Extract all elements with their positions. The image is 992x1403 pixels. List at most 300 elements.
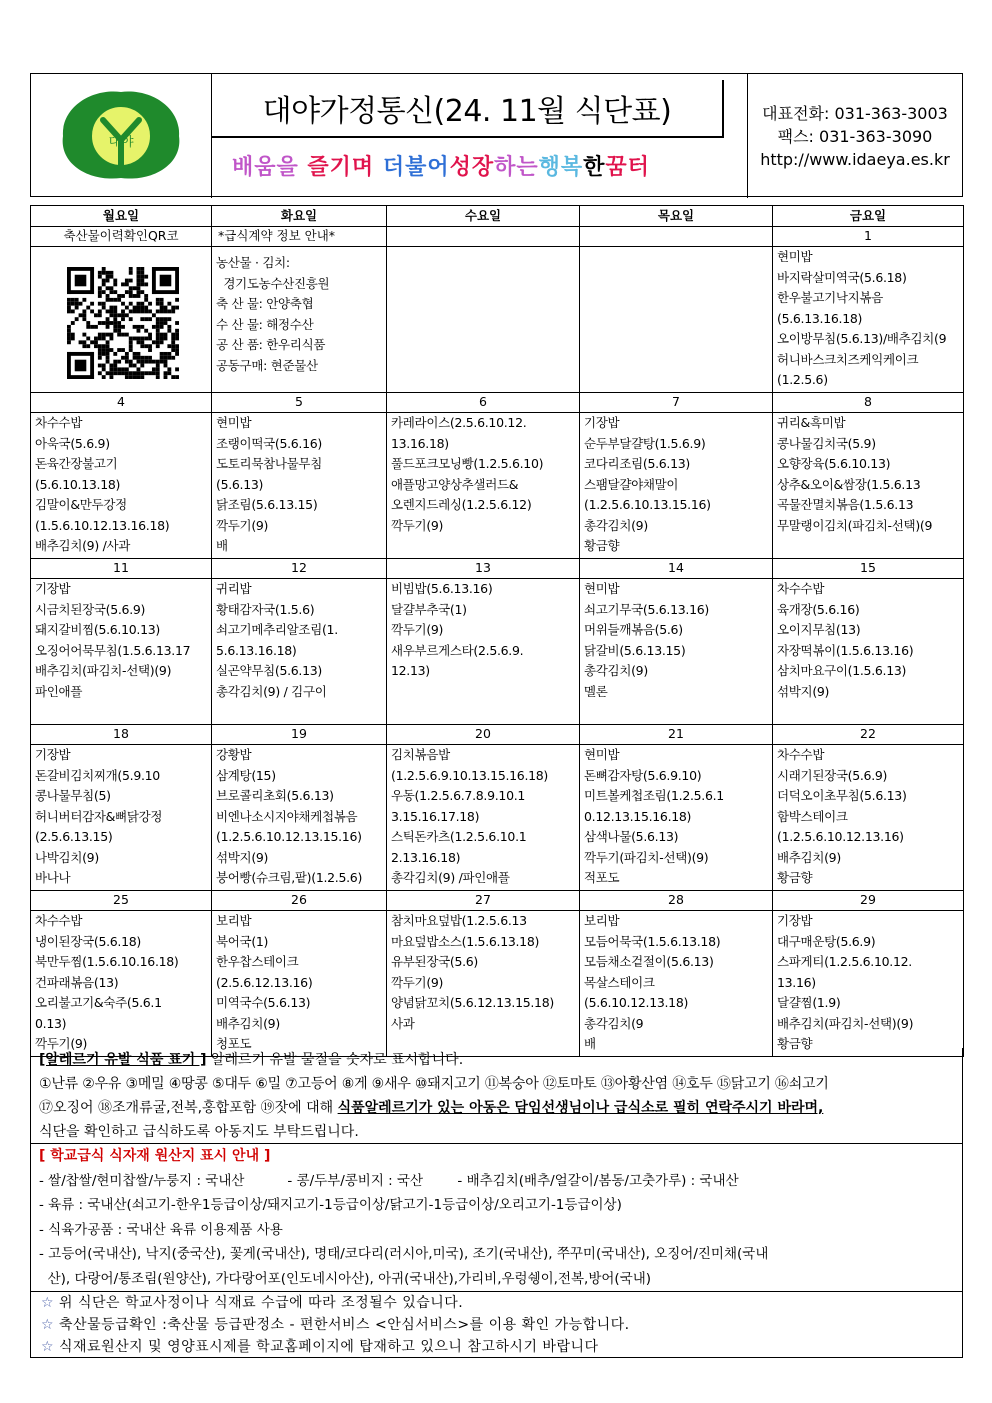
qr-module <box>171 340 175 344</box>
allergy-notice <box>31 1048 962 1144</box>
contact-info <box>748 74 962 198</box>
qr-module <box>98 286 102 290</box>
qr-module <box>137 267 141 271</box>
qr-module <box>102 348 106 352</box>
logo-cell <box>31 74 212 198</box>
qr-module <box>121 325 125 329</box>
qr-module <box>79 313 83 317</box>
qr-module <box>117 313 121 317</box>
school-logo-icon <box>31 74 212 198</box>
qr-module <box>137 367 141 371</box>
qr-module <box>102 344 106 348</box>
menu-line: 총각김치(9) / 김구이 <box>216 683 327 699</box>
menu-line: 파인애플 <box>35 683 83 699</box>
menu-line: 브로콜리초회(5.6.13) <box>216 788 334 803</box>
menu-line: 카레라이스(2.5.6.10.12. <box>391 415 527 430</box>
week0-menu-row <box>31 247 964 393</box>
menu-line: 자장떡볶이(1.5.6.13.16) <box>777 642 914 658</box>
menu-line: (2.5.6.12.13.16) <box>216 974 313 990</box>
menu-line: 스팸달걀야채말이 <box>584 476 679 492</box>
qr-module <box>152 367 156 371</box>
qr-module <box>144 360 148 364</box>
qr-module <box>106 333 110 337</box>
menu-line: 실곤약무침(5.6.13) <box>216 663 322 678</box>
star-icon: ☆ <box>41 1339 55 1355</box>
qr-module <box>148 344 152 348</box>
qr-module <box>75 306 79 310</box>
qr-module <box>144 309 148 313</box>
qr-module <box>137 360 141 364</box>
menu-line: 황금향 <box>777 1036 813 1051</box>
qr-module <box>125 290 129 294</box>
menu-line: 오렌지드레싱(1.2.5.6.12) <box>391 497 532 512</box>
qr-module <box>106 275 110 279</box>
date-number: 26 <box>212 891 387 911</box>
menu-cell-nov-26 <box>212 911 387 1057</box>
qr-module <box>98 313 102 317</box>
qr-module <box>148 371 152 375</box>
qr-module <box>167 344 171 348</box>
qr-module <box>82 309 86 313</box>
qr-module <box>86 306 90 310</box>
menu-line: 5.6.13.16.18) <box>216 642 297 658</box>
menu-line: 기장밥 <box>777 913 813 928</box>
menu-line: 곡물잔멸치볶음(1.5.6.13 <box>777 497 914 512</box>
qr-module <box>171 337 175 341</box>
menu-line: (2.5.6.13.15) <box>35 829 113 844</box>
qr-module <box>160 340 164 344</box>
qr-module <box>129 290 133 294</box>
qr-module <box>113 313 117 317</box>
qr-module <box>113 306 117 310</box>
qr-module <box>156 337 160 341</box>
menu-line: 모듬채소겉절이(5.6.13) <box>584 954 714 969</box>
menu-line: 적포도 <box>584 870 620 885</box>
qr-module <box>109 321 113 325</box>
qr-module <box>175 352 179 356</box>
menu-line: (5.6.10.13.18) <box>35 476 121 492</box>
title-cell <box>212 74 748 198</box>
qr-module <box>125 356 129 360</box>
menu-line: 섞박지(9) <box>216 849 269 865</box>
menu-line: 배 <box>584 1036 596 1051</box>
qr-module <box>140 275 144 279</box>
qr-module <box>67 329 71 333</box>
qr-module <box>144 282 148 286</box>
qr-module <box>113 290 117 294</box>
qr-module <box>121 302 125 306</box>
qr-module <box>125 279 129 283</box>
qr-module <box>129 302 133 306</box>
qr-module <box>113 321 117 325</box>
qr-module <box>171 309 175 313</box>
menu-line: (1.5.6.10.12.13.16.18) <box>35 517 170 533</box>
qr-module <box>137 329 141 333</box>
date-number: 15 <box>773 559 964 579</box>
qr-module <box>160 309 164 313</box>
qr-module <box>167 367 171 371</box>
qr-module <box>113 298 117 302</box>
date-number: 20 <box>387 725 580 745</box>
qr-module <box>152 340 156 344</box>
menu-cell-nov-29 <box>773 911 964 1057</box>
date-number: 11 <box>31 559 212 579</box>
qr-module <box>156 321 160 325</box>
qr-module <box>133 375 137 379</box>
qr-module <box>133 294 137 298</box>
menu-cell-nov-20 <box>387 745 580 891</box>
menu-line: 삼계탕(15) <box>216 767 276 783</box>
qr-module <box>113 282 117 286</box>
menu-line: 배추김치(9) <box>777 849 841 865</box>
qr-module <box>75 302 79 306</box>
qr-module <box>129 271 133 275</box>
allergy-warning: 식품알레르기가 있는 아동은 담임선생님이나 급식소로 필히 연락주시기 바라며, <box>337 1100 824 1116</box>
qr-module <box>113 364 117 368</box>
date-number: 8 <box>773 393 964 413</box>
qr-module <box>67 375 94 379</box>
qr-module <box>106 271 110 275</box>
menu-line: 축 산 물: 안양축협 <box>216 296 314 311</box>
qr-module <box>113 329 117 333</box>
qr-module <box>140 271 144 275</box>
qr-module <box>113 367 117 371</box>
menu-line: 쇠고기무국(5.6.13.16) <box>584 601 709 617</box>
week0-fri-num: 1 <box>773 227 964 247</box>
qr-module <box>109 290 113 294</box>
menu-line: 허니버터감자&뼈닭강정 <box>35 808 163 824</box>
menu-line: 냉이된장국(5.6.18) <box>35 933 141 949</box>
menu-line: (5.6.10.12.13.18) <box>584 995 689 1010</box>
qr-module <box>109 364 113 368</box>
qr-module <box>106 340 110 344</box>
menu-line: (5.6.13.16.18) <box>777 310 863 326</box>
menu-line: 13.16.18) <box>391 435 449 451</box>
qr-module <box>94 313 98 317</box>
qr-module <box>113 325 117 329</box>
menu-line: 현미밥 <box>584 581 620 596</box>
qr-module <box>156 325 160 329</box>
menu-line: 기장밥 <box>35 581 71 596</box>
qr-module <box>98 275 102 279</box>
qr-module <box>67 340 71 344</box>
qr-module <box>67 352 94 356</box>
qr-module <box>117 371 121 375</box>
qr-module <box>164 360 168 364</box>
qr-module <box>90 325 94 329</box>
qr-module <box>82 340 86 344</box>
menu-cell-nov-27 <box>387 911 580 1057</box>
qr-module <box>82 313 86 317</box>
qr-module <box>133 325 137 329</box>
menu-line: 한우불고기낙지볶음 <box>777 290 883 305</box>
date-number: 12 <box>212 559 387 579</box>
menu-line: 건파래볶음(13) <box>35 974 119 990</box>
qr-module <box>156 375 160 379</box>
qr-module <box>106 279 110 283</box>
weekday-thu: 목요일 <box>580 206 773 227</box>
menu-line: 공 산 품: 한우리식품 <box>216 337 326 352</box>
qr-module <box>137 286 141 290</box>
qr-module <box>117 348 121 352</box>
qr-module <box>167 309 171 313</box>
menu-line: 모듬어묵국(1.5.6.13.18) <box>584 933 721 949</box>
qr-module <box>121 333 125 337</box>
menu-line: 나박김치(9) <box>35 849 99 865</box>
allergy-list-1: ①난류 ②우유 ③메밀 ④땅콩 ⑤대두 ⑥밀 ⑦고등어 ⑧게 ⑨새우 ⑩돼지고기 ⑪복숭아 ⑫토마토 ⑬아황산염 ⑭호두 ⑮닭고기 ⑯쇠고기 <box>39 1076 829 1092</box>
qr-label: 축산물이력확인QR코 <box>31 227 212 247</box>
weekday-fri: 금요일 <box>773 206 964 227</box>
qr-module <box>106 348 110 352</box>
menu-line: 공동구매: 현준물산 <box>216 357 318 373</box>
qr-module <box>129 294 133 298</box>
menu-line: 우동(1.2.5.6.7.8.9.10.1 <box>391 788 526 803</box>
qr-module <box>144 306 148 310</box>
qr-module <box>152 371 156 375</box>
menu-line: 경기도농수산진흥원 <box>216 275 330 291</box>
qr-module <box>140 344 144 348</box>
qr-module <box>113 317 117 321</box>
qr-module <box>137 309 141 313</box>
qr-cell <box>31 247 212 393</box>
menu-line: (1.2.5.6) <box>777 372 828 387</box>
qr-module <box>129 279 133 283</box>
qr-module <box>133 352 137 356</box>
qr-module <box>137 294 141 298</box>
qr-module <box>102 333 106 337</box>
qr-module <box>144 337 148 341</box>
menu-cell-nov-1 <box>777 247 963 391</box>
qr-module <box>175 306 179 310</box>
qr-module <box>137 352 141 356</box>
qr-module <box>160 337 164 341</box>
qr-module <box>109 298 113 302</box>
menu-line: 김치볶음밥 <box>391 747 450 762</box>
qr-module <box>67 352 71 379</box>
qr-module <box>121 313 125 317</box>
menu-line: 도토리묵참나물무침 <box>216 456 322 471</box>
qr-module <box>98 337 102 341</box>
qr-module <box>106 360 110 364</box>
menu-line: 청포도 <box>216 1036 252 1051</box>
menu-line: 미트볼케첩조림(1.2.5.6.1 <box>584 788 724 803</box>
newsletter-title: 대야가정통신(24. 11월 식단표) <box>212 80 724 138</box>
slogan-segment: 행복 <box>538 155 584 180</box>
qr-module <box>137 337 141 341</box>
menu-line: 더덕오이초무침(5.6.13) <box>777 788 907 803</box>
menu-line: 12.13) <box>391 663 430 678</box>
menu-line: 2.13.16.18) <box>391 849 461 865</box>
menu-row <box>31 745 964 891</box>
menu-line: 새우부르게스타(2.5.6.9. <box>391 642 524 658</box>
qr-module <box>106 356 110 360</box>
qr-module <box>125 282 129 286</box>
qr-module <box>137 271 141 275</box>
menu-line: 돼지갈비찜(5.6.10.13) <box>35 622 160 637</box>
qr-module <box>148 317 152 321</box>
qr-module <box>129 309 133 313</box>
qr-module <box>167 371 171 375</box>
qr-module <box>152 325 156 329</box>
menu-cell-nov-8 <box>773 413 964 559</box>
menu-line: 섞박지(9) <box>777 683 830 699</box>
qr-module <box>113 309 117 313</box>
svg-text:대야: 대야 <box>108 135 134 150</box>
footer-note-2: 축산물등급확인 :축산물 등급판정소 - 편한서비스 <안심서비스>를 이용 확인 가능합니다. <box>59 1317 630 1333</box>
qr-module <box>167 317 171 321</box>
menu-line: 쇠고기메추리알조림(1. <box>216 622 338 637</box>
qr-module <box>90 352 94 379</box>
qr-module <box>137 302 141 306</box>
qr-module <box>156 333 160 337</box>
qr-module <box>106 286 110 290</box>
qr-module <box>113 352 117 356</box>
contract-list <box>216 253 386 376</box>
qr-module <box>75 360 87 372</box>
qr-module <box>144 275 148 279</box>
qr-module <box>67 267 71 294</box>
phone-number: 대표전화: 031-363-3003 <box>762 104 948 123</box>
qr-module <box>144 371 148 375</box>
menu-line: 코다리조림(5.6.13) <box>584 456 690 471</box>
menu-line: 귀리&흑미밥 <box>777 415 846 430</box>
qr-module <box>109 271 113 275</box>
qr-module <box>171 375 175 379</box>
qr-module <box>175 375 179 379</box>
qr-code-icon[interactable] <box>67 267 179 379</box>
footer-notes <box>31 1292 962 1358</box>
origin-line-4: - 고등어(국내산), 낙지(중국산), 꽃게(국내산), 명태/코다리(러시아,미국), 조기(국내산), 쭈꾸미(국내산), 오징어/진미채(국내 <box>39 1246 769 1262</box>
date-number: 5 <box>212 393 387 413</box>
qr-module <box>67 306 71 310</box>
contract-info-cell <box>212 247 387 393</box>
qr-module <box>133 306 137 310</box>
qr-module <box>137 356 141 360</box>
qr-module <box>102 306 106 310</box>
qr-module <box>121 294 125 298</box>
menu-line: 황태감자국(1.5.6) <box>216 601 315 617</box>
qr-module <box>164 306 168 310</box>
menu-line: 배 <box>216 538 228 553</box>
qr-module <box>160 325 164 329</box>
qr-module <box>102 290 106 294</box>
qr-module <box>148 348 152 352</box>
homepage-link[interactable]: http://www.idaeya.es.kr <box>760 150 950 169</box>
qr-module <box>113 371 117 375</box>
menu-line: 기장밥 <box>35 747 71 762</box>
menu-row <box>31 413 964 559</box>
menu-cell-nov-25 <box>31 911 212 1057</box>
notes-section <box>30 1048 963 1358</box>
menu-line: 북만두찜(1.5.6.10.16.18) <box>35 954 179 969</box>
menu-line: 달걀찜(1.9) <box>777 995 841 1010</box>
qr-module <box>160 275 172 287</box>
qr-module <box>156 317 160 321</box>
week0-thu-num <box>580 227 773 247</box>
star-icon: ☆ <box>41 1295 55 1311</box>
qr-module <box>98 348 102 352</box>
qr-module <box>129 317 133 321</box>
qr-module <box>160 321 164 325</box>
qr-module <box>117 360 121 364</box>
qr-module <box>109 367 113 371</box>
qr-module <box>156 360 160 364</box>
qr-module <box>98 321 102 325</box>
menu-line: 비엔나소시지야채케첩볶음 <box>216 808 358 824</box>
qr-module <box>137 340 141 344</box>
menu-line: 시래기된장국(5.6.9) <box>777 767 888 783</box>
qr-module <box>86 325 90 329</box>
menu-line: 삼색나물(5.6.13) <box>584 829 679 844</box>
menu-line: 현미밥 <box>777 249 813 264</box>
menu-cell-nov-6 <box>387 413 580 559</box>
weekday-mon: 월요일 <box>31 206 212 227</box>
qr-module <box>133 337 137 341</box>
menu-cell-nov-28 <box>580 911 773 1057</box>
qr-module <box>175 329 179 333</box>
menu-line: 황금향 <box>584 538 620 553</box>
weekday-header-row <box>31 206 964 227</box>
qr-module <box>86 337 90 341</box>
qr-module <box>175 321 179 325</box>
qr-module <box>75 275 87 287</box>
menu-line: 무말랭이김치(파김치-선택)(9 <box>777 517 933 533</box>
origin-notice <box>31 1144 962 1292</box>
date-number: 7 <box>580 393 773 413</box>
qr-module <box>167 325 171 329</box>
qr-module <box>117 333 121 337</box>
menu-line: 참치마요덮밥(1.2.5.6.13 <box>391 913 527 928</box>
qr-module <box>148 360 152 364</box>
date-number: 4 <box>31 393 212 413</box>
qr-module <box>125 375 129 379</box>
qr-module <box>137 375 141 379</box>
qr-module <box>98 344 102 348</box>
qr-module <box>67 290 94 294</box>
menu-line: 차수수밥 <box>777 581 825 596</box>
qr-module <box>98 309 102 313</box>
qr-module <box>148 302 152 306</box>
qr-module <box>133 309 137 313</box>
menu-line: 3.15.16.17.18) <box>391 808 480 824</box>
qr-module <box>117 298 121 302</box>
qr-module <box>125 371 129 375</box>
menu-line: 배추김치(파김치-선택)(9) <box>35 663 172 678</box>
menu-line: 육개장(5.6.16) <box>777 601 860 617</box>
allergy-heading: [알레르기 유발 식품 표기 ] <box>39 1052 207 1068</box>
week0-wed-num <box>387 227 580 247</box>
date-row <box>31 559 964 579</box>
menu-line: 깍두기(9) <box>391 974 444 990</box>
menu-line: 깍두기(9) <box>391 517 444 533</box>
qr-module <box>109 306 113 310</box>
menu-line: 0.13) <box>35 1015 67 1031</box>
qr-module <box>102 367 106 371</box>
qr-module <box>148 333 152 337</box>
qr-module <box>164 317 168 321</box>
week0-thu-cell <box>580 247 773 393</box>
qr-module <box>125 313 129 317</box>
qr-module <box>129 348 133 352</box>
menu-line: 오이방무침(5.6.13)/배추김치(9 <box>777 331 947 346</box>
menu-line: 총각김치(9) <box>584 663 648 678</box>
weekday-tue: 화요일 <box>212 206 387 227</box>
qr-module <box>121 367 125 371</box>
qr-module <box>102 364 106 368</box>
qr-module <box>75 298 79 302</box>
qr-module <box>140 302 144 306</box>
qr-module <box>121 356 125 360</box>
